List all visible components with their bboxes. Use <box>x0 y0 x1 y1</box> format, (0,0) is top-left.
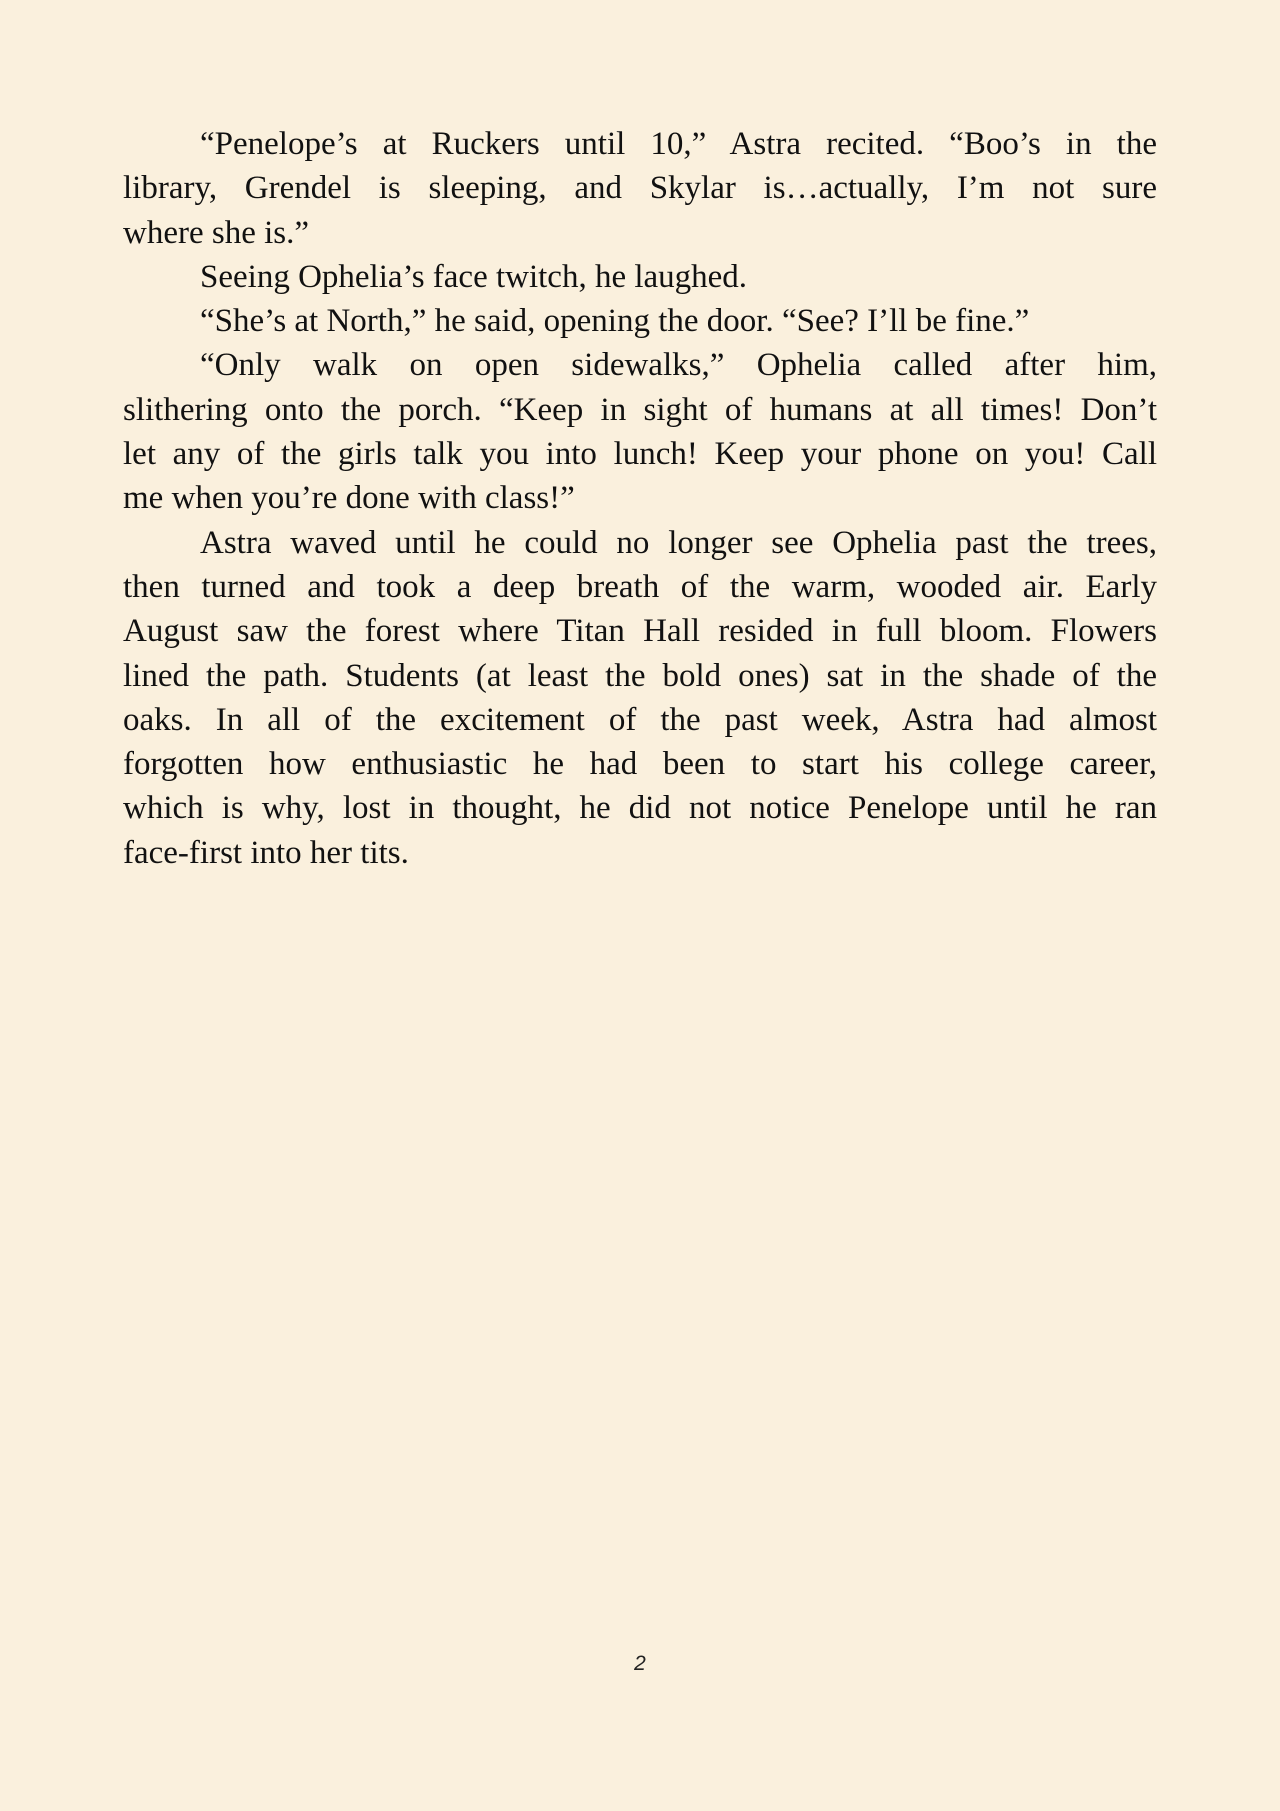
text-line: let any of the girls talk you into lunch! Keep your phone on you! Call <box>123 436 1157 473</box>
text-line: Astra waved until he could no longer see Ophelia past the trees, <box>200 524 1157 561</box>
text-line: “She’s at North,” he said, opening the door. “See? I’ll be fine.” <box>200 303 1030 340</box>
text-line: “Penelope’s at Ruckers until 10,” Astra recited. “Boo’s in the <box>200 126 1157 162</box>
text-line: face-first into her tits. <box>123 834 409 871</box>
text-line: August saw the forest where Titan Hall resided in full bloom. Flowers <box>123 613 1157 650</box>
paragraph <box>123 255 1157 299</box>
paragraph <box>123 122 1157 255</box>
text-line: “Only walk on open sidewalks,” Ophelia called after him, <box>200 347 1157 384</box>
paragraph <box>123 299 1157 343</box>
text-line: oaks. In all of the excitement of the past week, Astra had almost <box>123 701 1157 738</box>
text-line: slithering onto the porch. “Keep in sight of humans at all times! Don’t <box>123 391 1157 428</box>
page-number: 2 <box>634 1652 646 1675</box>
text-line: where she is.” <box>123 214 310 251</box>
text-line: library, Grendel is sleeping, and Skylar is…actually, I’m not sure <box>123 170 1157 207</box>
text-line: forgotten how enthusiastic he had been to start his college career, <box>123 746 1157 783</box>
body-text <box>123 122 1157 875</box>
paragraph <box>123 343 1157 520</box>
paragraph <box>123 521 1157 875</box>
text-line: which is why, lost in thought, he did not notice Penelope until he ran <box>123 790 1157 827</box>
text-line: lined the path. Students (at least the bold ones) sat in the shade of the <box>123 657 1157 694</box>
text-line: then turned and took a deep breath of the warm, wooded air. Early <box>123 568 1157 605</box>
text-line: me when you’re done with class!” <box>123 480 575 517</box>
text-line: Seeing Ophelia’s face twitch, he laughed. <box>200 258 748 295</box>
